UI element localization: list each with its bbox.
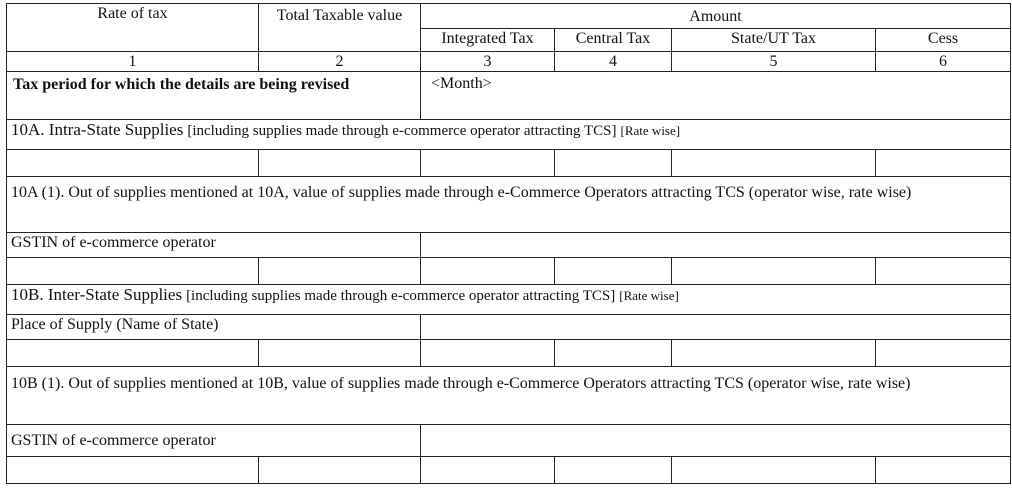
place-of-supply-row (7, 315, 1011, 340)
gstin-row-2 (7, 425, 1011, 457)
entry-cell-integrated-tax[interactable] (421, 258, 555, 285)
entry-cell-taxable-value[interactable] (259, 457, 421, 484)
section-10b-heading (7, 285, 1011, 315)
column-number: 2 (259, 52, 421, 72)
column-number: 5 (672, 52, 876, 72)
section-10a1-row (7, 177, 1011, 233)
header-state-ut-tax: State/UT Tax (672, 29, 876, 52)
column-number: 1 (7, 52, 259, 72)
entry-cell-cess[interactable] (876, 457, 1011, 484)
section-10b-entry-row (7, 340, 1011, 367)
header-rate-of-tax: Rate of tax (7, 4, 259, 52)
header-row-1 (7, 4, 1011, 29)
header-central-tax: Central Tax (555, 29, 672, 52)
gstin-input-field[interactable] (421, 425, 1011, 457)
entry-cell-rate[interactable] (7, 340, 259, 367)
section-10a1-entry-row (7, 258, 1011, 285)
column-number-row (7, 52, 1011, 72)
entry-cell-taxable-value[interactable] (259, 340, 421, 367)
entry-cell-state-ut-tax[interactable] (672, 150, 876, 177)
gstin-row-1 (7, 233, 1011, 258)
entry-cell-rate[interactable] (7, 150, 259, 177)
section-10b-title: 10B. Inter-State Supplies (11, 285, 183, 304)
entry-cell-integrated-tax[interactable] (421, 340, 555, 367)
entry-cell-integrated-tax[interactable] (421, 457, 555, 484)
section-10a-entry-row (7, 150, 1011, 177)
section-10a-rate-note: [Rate wise] (620, 123, 681, 138)
section-10a1-text: 10A (1). Out of supplies mentioned at 10A, value of supplies made through e-Commerce Operators attracting TCS (operator wise, rate wise) (7, 177, 1011, 233)
place-of-supply-label: Place of Supply (Name of State) (7, 315, 421, 340)
entry-cell-central-tax[interactable] (555, 258, 672, 285)
entry-cell-integrated-tax[interactable] (421, 150, 555, 177)
tax-period-row (7, 72, 1011, 120)
tax-period-month-field[interactable]: <Month> (421, 72, 1011, 120)
entry-cell-central-tax[interactable] (555, 340, 672, 367)
column-number: 4 (555, 52, 672, 72)
column-number: 6 (876, 52, 1011, 72)
section-10b1-text: 10B (1). Out of supplies mentioned at 10B, value of supplies made through e-Commerce Operators attracting TCS (operator wise, rate wise) (7, 367, 1011, 425)
entry-cell-cess[interactable] (876, 150, 1011, 177)
amendment-table (6, 3, 1011, 484)
gstin-label: GSTIN of e-commerce operator (7, 233, 421, 258)
section-10b1-entry-row (7, 457, 1011, 484)
header-integrated-tax: Integrated Tax (421, 29, 555, 52)
entry-cell-state-ut-tax[interactable] (672, 457, 876, 484)
header-total-taxable-value: Total Taxable value (259, 4, 421, 52)
entry-cell-cess[interactable] (876, 340, 1011, 367)
section-10a-detail: [including supplies made through e-commerce operator attracting TCS] (187, 123, 617, 139)
entry-cell-central-tax[interactable] (555, 457, 672, 484)
section-10a-heading (7, 120, 1011, 150)
column-number: 3 (421, 52, 555, 72)
section-10b-detail: [including supplies made through e-commerce operator attracting TCS] (186, 288, 616, 304)
section-10a-row (7, 120, 1011, 150)
header-cess: Cess (876, 29, 1011, 52)
entry-cell-taxable-value[interactable] (259, 150, 421, 177)
entry-cell-cess[interactable] (876, 258, 1011, 285)
gstin-label: GSTIN of e-commerce operator (7, 425, 421, 457)
entry-cell-rate[interactable] (7, 457, 259, 484)
entry-cell-central-tax[interactable] (555, 150, 672, 177)
entry-cell-taxable-value[interactable] (259, 258, 421, 285)
header-amount: Amount (421, 4, 1011, 29)
entry-cell-rate[interactable] (7, 258, 259, 285)
tax-period-label: Tax period for which the details are being revised (7, 72, 421, 120)
section-10a-title: 10A. Intra-State Supplies (11, 120, 184, 139)
entry-cell-state-ut-tax[interactable] (672, 340, 876, 367)
place-of-supply-field[interactable] (421, 315, 1011, 340)
entry-cell-state-ut-tax[interactable] (672, 258, 876, 285)
gstin-input-field[interactable] (421, 233, 1011, 258)
section-10b-rate-note: [Rate wise] (619, 288, 679, 303)
section-10b-row (7, 285, 1011, 315)
section-10b1-row (7, 367, 1011, 425)
